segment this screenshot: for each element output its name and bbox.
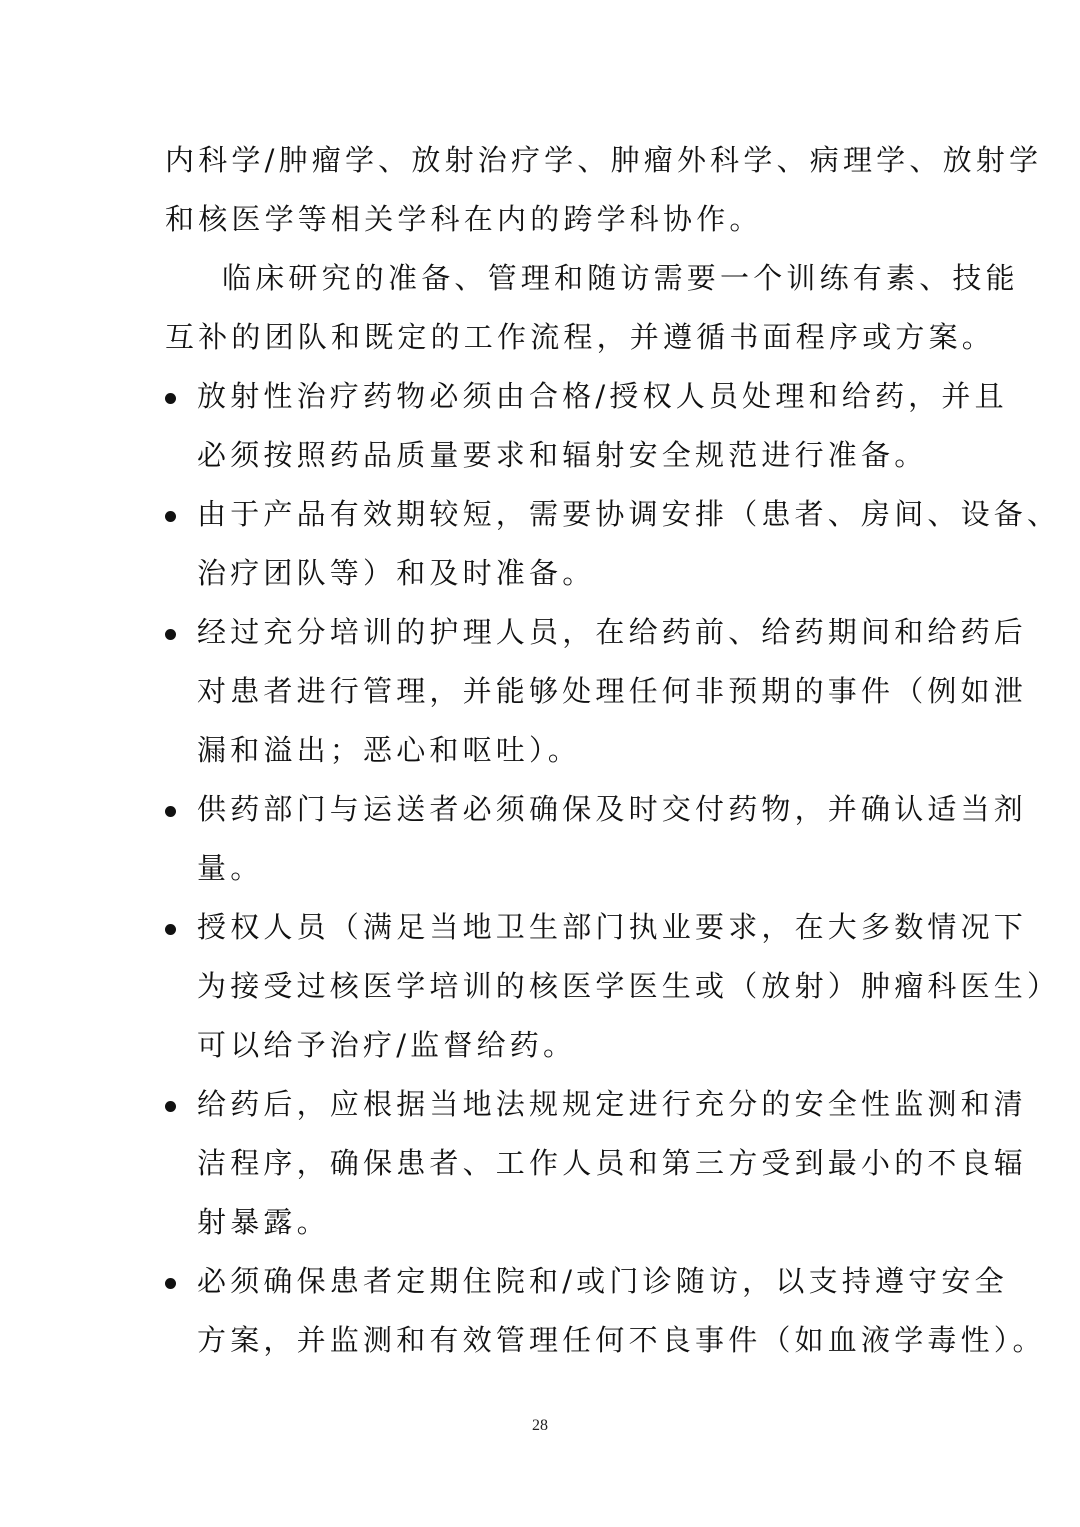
bullet-4-line-1: 供药部门与运送者必须确保及时交付药物，并确认适当剂 xyxy=(197,792,1028,826)
bullet-6-dot xyxy=(165,1101,176,1112)
bullet-6-line-1: 给药后，应根据当地法规规定进行充分的安全性监测和清 xyxy=(197,1087,1028,1121)
bullet-5-line-1: 授权人员（满足当地卫生部门执业要求，在大多数情况下 xyxy=(197,910,1028,944)
bullet-3-line-1: 经过充分培训的护理人员，在给药前、给药期间和给药后 xyxy=(197,615,1028,649)
bullet-3-line-3: 漏和溢出；恶心和呕吐）。 xyxy=(197,733,581,767)
bullet-3-line-2: 对患者进行管理，并能够处理任何非预期的事件（例如泄 xyxy=(197,674,1028,708)
bullet-1-dot xyxy=(165,393,176,404)
bullet-2-dot xyxy=(165,511,176,522)
bullet-1-line-2: 必须按照药品质量要求和辐射安全规范进行准备。 xyxy=(197,438,928,472)
paragraph-line-2: 互补的团队和既定的工作流程，并遵循书面程序或方案。 xyxy=(165,320,996,354)
page-number: 28 xyxy=(532,1417,548,1434)
bullet-3-dot xyxy=(165,629,176,640)
bullet-6-line-3: 射暴露。 xyxy=(197,1205,330,1239)
intro-line-2: 和核医学等相关学科在内的跨学科协作。 xyxy=(165,202,763,236)
bullet-2-line-2: 治疗团队等）和及时准备。 xyxy=(197,556,596,590)
bullet-5-line-3: 可以给予治疗/监督给药。 xyxy=(197,1028,577,1062)
bullet-7-line-1: 必须确保患者定期住院和/或门诊随访，以支持遵守安全 xyxy=(197,1264,1008,1298)
bullet-4-line-2: 量。 xyxy=(197,851,264,885)
paragraph-line-1: 临床研究的准备、管理和随访需要一个训练有素、技能 xyxy=(222,261,1019,295)
bullet-7-line-2: 方案，并监测和有效管理任何不良事件（如血液学毒性）。 xyxy=(197,1323,1046,1357)
bullet-5-dot xyxy=(165,924,176,935)
intro-line-1: 内科学/肿瘤学、放射治疗学、肿瘤外科学、病理学、放射学 xyxy=(165,143,1043,177)
bullet-2-line-1: 由于产品有效期较短，需要协调安排（患者、房间、设备、 xyxy=(197,497,1061,531)
bullet-4-dot xyxy=(165,806,176,817)
bullet-1-line-1: 放射性治疗药物必须由合格/授权人员处理和给药，并且 xyxy=(197,379,1008,413)
bullet-7-dot xyxy=(165,1278,176,1289)
bullet-5-line-2: 为接受过核医学培训的核医学医生或（放射）肿瘤科医生） xyxy=(197,969,1061,1003)
bullet-6-line-2: 洁程序，确保患者、工作人员和第三方受到最小的不良辐 xyxy=(197,1146,1028,1180)
